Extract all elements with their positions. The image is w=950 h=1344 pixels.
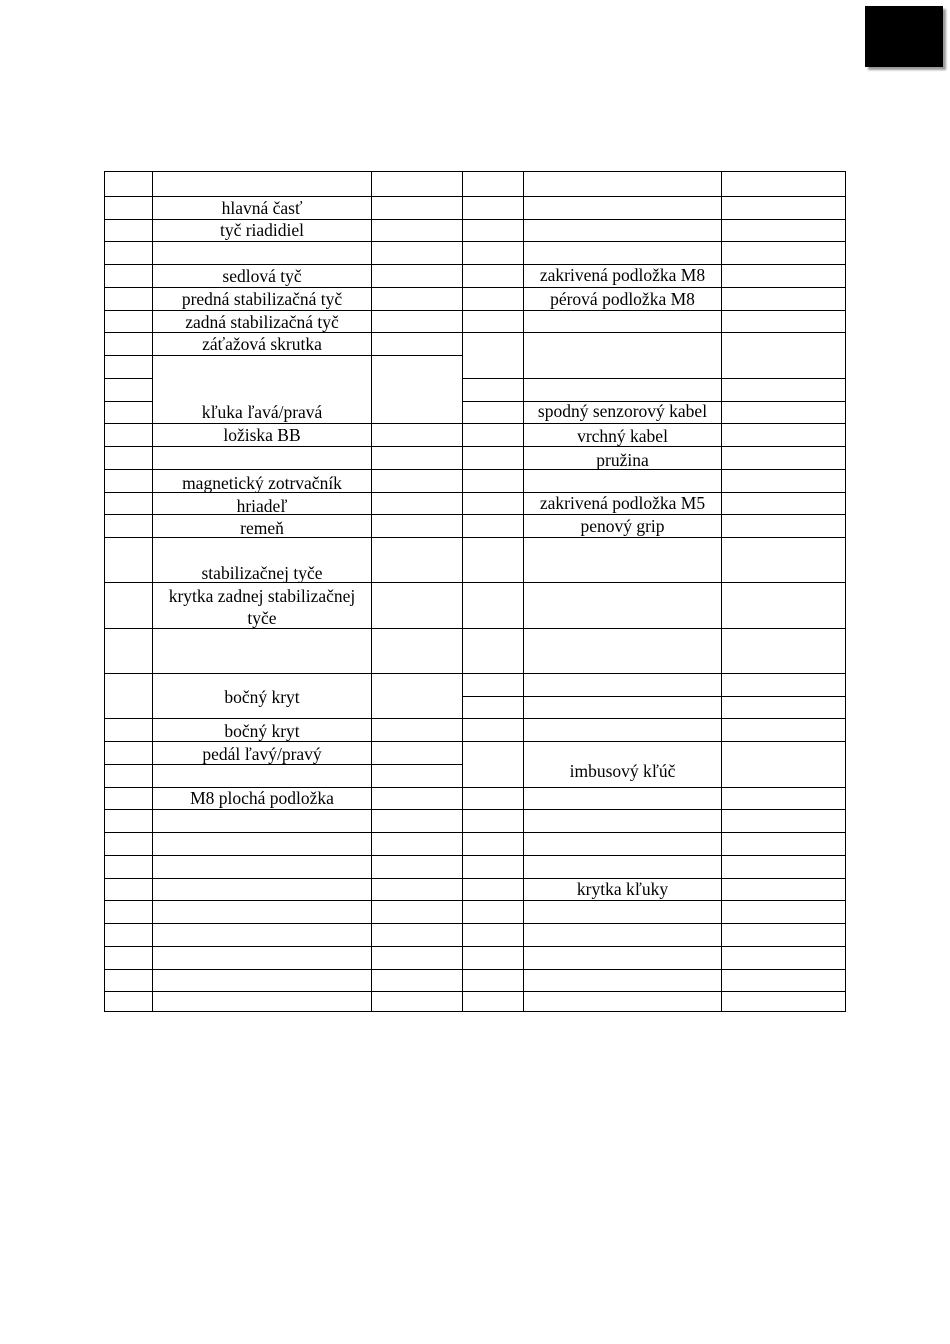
row-line — [105, 401, 153, 402]
row-line — [105, 718, 463, 719]
row-line — [105, 900, 463, 901]
part-name: pérová podložka M8 — [550, 289, 695, 309]
part-name: M8 plochá podložka — [190, 788, 334, 808]
parts-table — [104, 171, 846, 1012]
row-line — [105, 809, 463, 810]
col-divider — [721, 172, 722, 1011]
part-name: sedlová tyč — [222, 266, 302, 286]
col-divider — [371, 172, 372, 1011]
row-line — [462, 378, 845, 379]
row-line — [105, 923, 463, 924]
part-name: vrchný kabel — [577, 426, 668, 446]
part-name: zakrivená podložka M8 — [539, 265, 706, 285]
row-line — [462, 628, 845, 629]
row-line — [105, 355, 463, 356]
row-line — [462, 696, 845, 697]
row-line — [462, 741, 845, 742]
row-line — [462, 718, 845, 719]
part-name: stabilizačnej tyče — [201, 563, 323, 583]
row-line — [105, 832, 463, 833]
part-name: predná stabilizačná tyč — [181, 289, 343, 309]
row-line — [105, 196, 463, 197]
row-line — [105, 264, 463, 265]
row-line — [462, 310, 845, 311]
part-name: záťažová skrutka — [202, 334, 322, 354]
row-line — [462, 673, 845, 674]
row-line — [462, 287, 845, 288]
row-line — [462, 196, 845, 197]
part-name: bočný kryt — [224, 687, 300, 707]
part-name: krytka kľuky — [576, 879, 669, 899]
part-name: hriadeľ — [236, 496, 288, 516]
row-line — [462, 923, 845, 924]
row-line — [462, 855, 845, 856]
part-name: penový grip — [580, 516, 665, 536]
row-line — [462, 514, 845, 515]
row-line — [462, 969, 845, 970]
part-name: zadná stabilizačná tyč — [185, 312, 339, 332]
row-line — [462, 582, 845, 583]
part-name: pružina — [596, 450, 649, 470]
part-name: magnetický zotrvačník — [182, 473, 342, 493]
part-name: tyč riadidiel — [219, 220, 305, 240]
row-line — [105, 946, 463, 947]
col-divider — [462, 172, 463, 1011]
part-name: hlavná časť — [221, 198, 303, 218]
row-line — [105, 969, 463, 970]
row-line — [462, 946, 845, 947]
row-line — [105, 378, 153, 379]
part-name: remeň — [240, 518, 284, 538]
row-line — [105, 469, 463, 470]
row-line — [105, 423, 463, 424]
part-name: ložiska BB — [223, 425, 301, 445]
row-line — [462, 537, 845, 538]
row-line — [105, 287, 463, 288]
row-line — [105, 241, 463, 242]
part-name: kľuka ľavá/pravá — [201, 402, 323, 422]
row-line — [462, 991, 845, 992]
part-name: pedál ľavý/pravý — [202, 744, 322, 764]
row-line — [105, 991, 463, 992]
row-line — [105, 446, 463, 447]
row-line — [105, 878, 463, 879]
row-line — [105, 673, 463, 674]
row-line — [462, 787, 845, 788]
row-line — [105, 855, 463, 856]
part-name: bočný kryt — [224, 721, 300, 741]
part-name: zakrivená podložka M5 — [539, 493, 706, 513]
row-line — [105, 310, 463, 311]
part-name: spodný senzorový kabel — [537, 401, 708, 421]
row-line — [462, 219, 845, 220]
row-line — [462, 809, 845, 810]
row-line — [462, 241, 845, 242]
part-name: krytka zadnej stabilizačnej tyče — [168, 586, 356, 628]
row-line — [462, 423, 845, 424]
row-line — [462, 832, 845, 833]
row-line — [462, 332, 845, 333]
page-corner-tab — [865, 6, 943, 67]
part-name: imbusový kľúč — [569, 761, 676, 781]
row-line — [462, 900, 845, 901]
